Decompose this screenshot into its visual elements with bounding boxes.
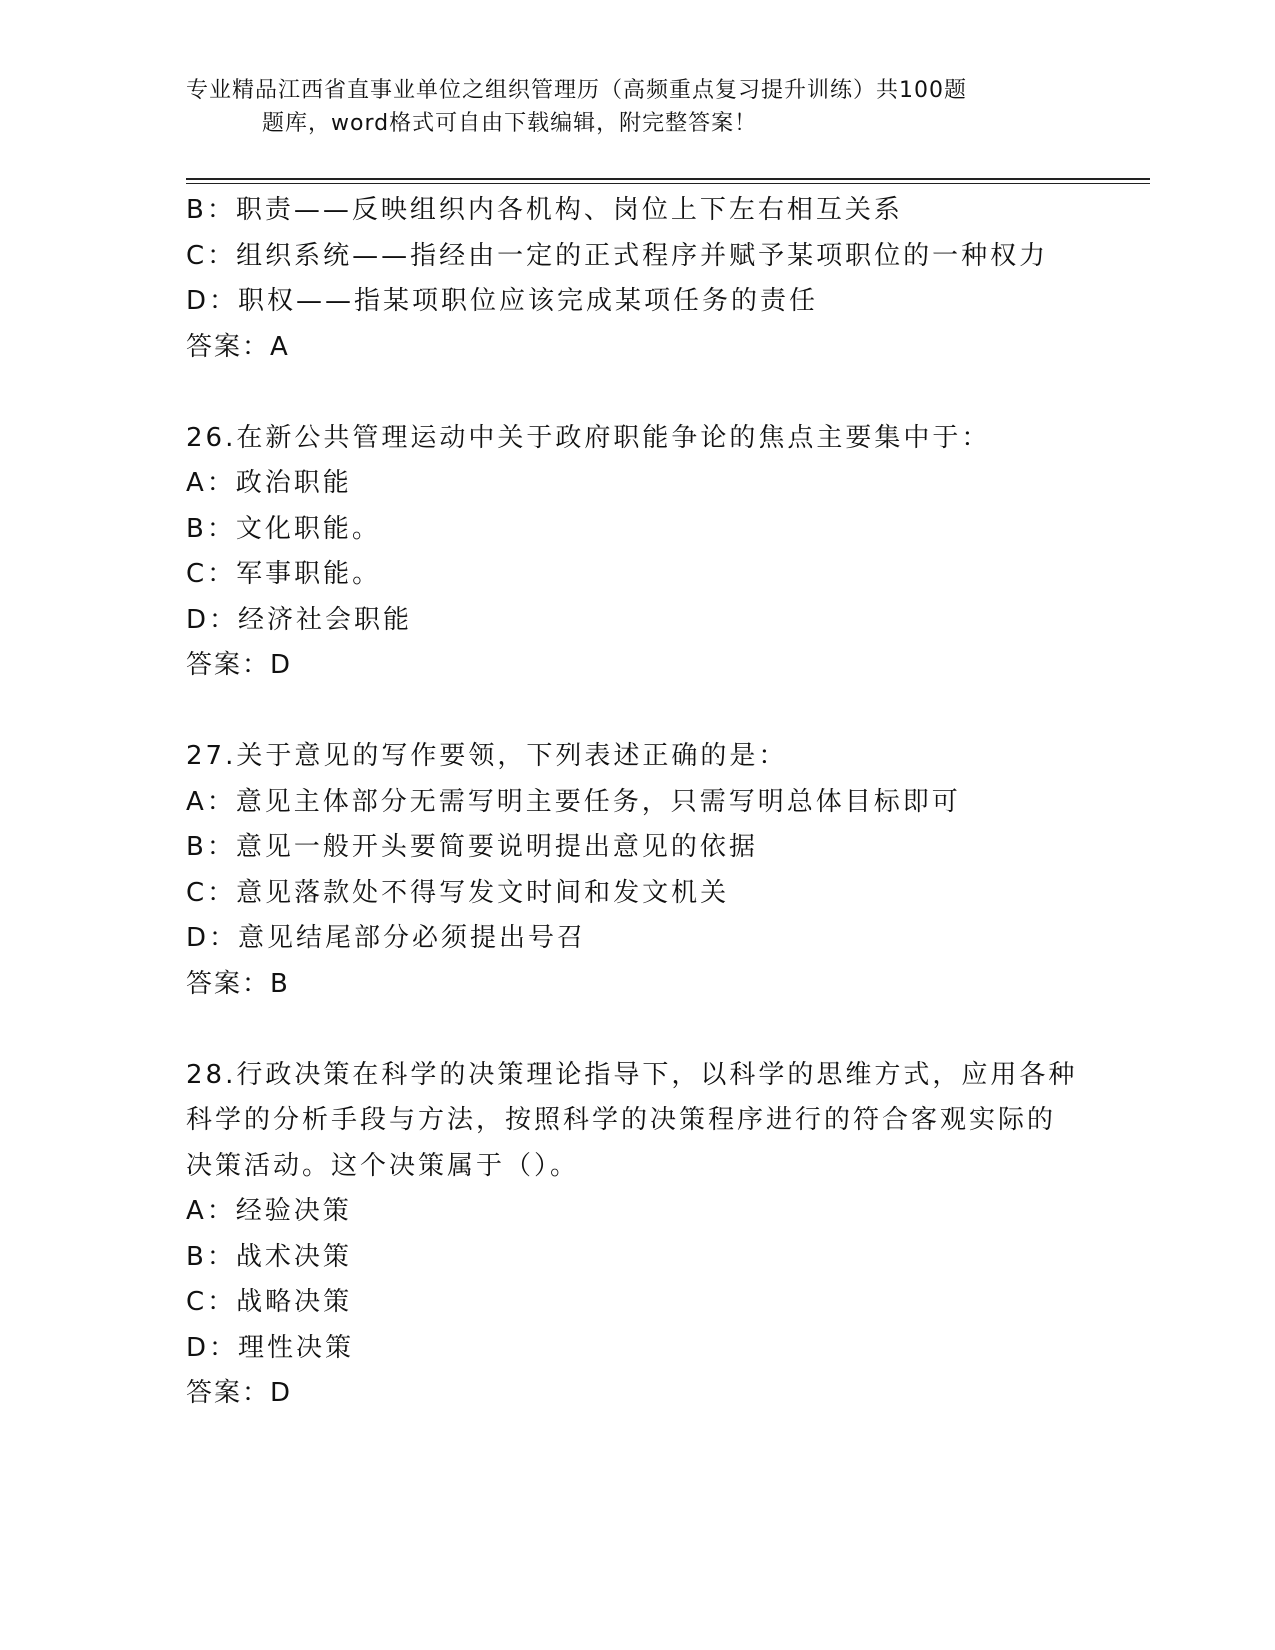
option-c: C：意见落款处不得写发文时间和发文机关 <box>186 877 730 908</box>
question-list <box>186 188 1086 1417</box>
header-line-1: 专业精品江西省直事业单位之组织管理历（高频重点复习提升训练）共100题 <box>186 78 967 103</box>
option-b: B：意见一般开头要简要说明提出意见的依据 <box>186 832 758 862</box>
option-d: D：意见结尾部分必须提出号召 <box>186 923 587 953</box>
option-d: D：职权——指某项职位应该完成某项任务的责任 <box>186 286 819 316</box>
option-b: B：文化职能。 <box>186 513 381 544</box>
option-b: B：职责——反映组织内各机构、岗位上下左右相互关系 <box>186 195 903 225</box>
option-d: D：理性决策 <box>186 1332 355 1363</box>
document-header <box>186 74 1046 140</box>
option-c: C：组织系统——指经由一定的正式程序并赋予某项职位的一种权力 <box>186 240 1049 271</box>
option-d: D：经济社会职能 <box>186 604 413 635</box>
answer: 答案：D <box>186 1378 293 1408</box>
question-27 <box>186 734 1086 1007</box>
option-c: C：军事职能。 <box>186 559 382 589</box>
option-b: B：战术决策 <box>186 1241 352 1272</box>
header-line-2: 题库，word格式可自由下载编辑，附完整答案！ <box>262 111 758 136</box>
question-stem: 27.关于意见的写作要领，下列表述正确的是： <box>186 741 788 771</box>
question-stem: 26.在新公共管理运动中关于政府职能争论的焦点主要集中于： <box>186 422 991 453</box>
question-25-tail <box>186 188 1086 370</box>
option-c: C：战略决策 <box>186 1287 353 1317</box>
question-stem-line-3: 决策活动。这个决策属于（）。 <box>186 1150 580 1181</box>
answer: 答案：B <box>186 968 290 999</box>
option-a: A：政治职能 <box>186 468 352 498</box>
answer: 答案：D <box>186 650 293 680</box>
question-stem-line-1: 28.行政决策在科学的决策理论指导下，以科学的思维方式，应用各种 <box>186 1059 1078 1090</box>
answer: 答案：A <box>186 331 290 362</box>
header-rule-thick <box>186 178 1150 180</box>
option-a: A：意见主体部分无需写明主要任务，只需写明总体目标即可 <box>186 786 961 817</box>
option-a: A：经验决策 <box>186 1196 352 1226</box>
question-26 <box>186 416 1086 689</box>
question-28 <box>186 1053 1086 1417</box>
header-rule-thin <box>186 183 1150 184</box>
question-stem-line-2: 科学的分析手段与方法，按照科学的决策程序进行的符合客观实际的 <box>186 1105 1057 1135</box>
